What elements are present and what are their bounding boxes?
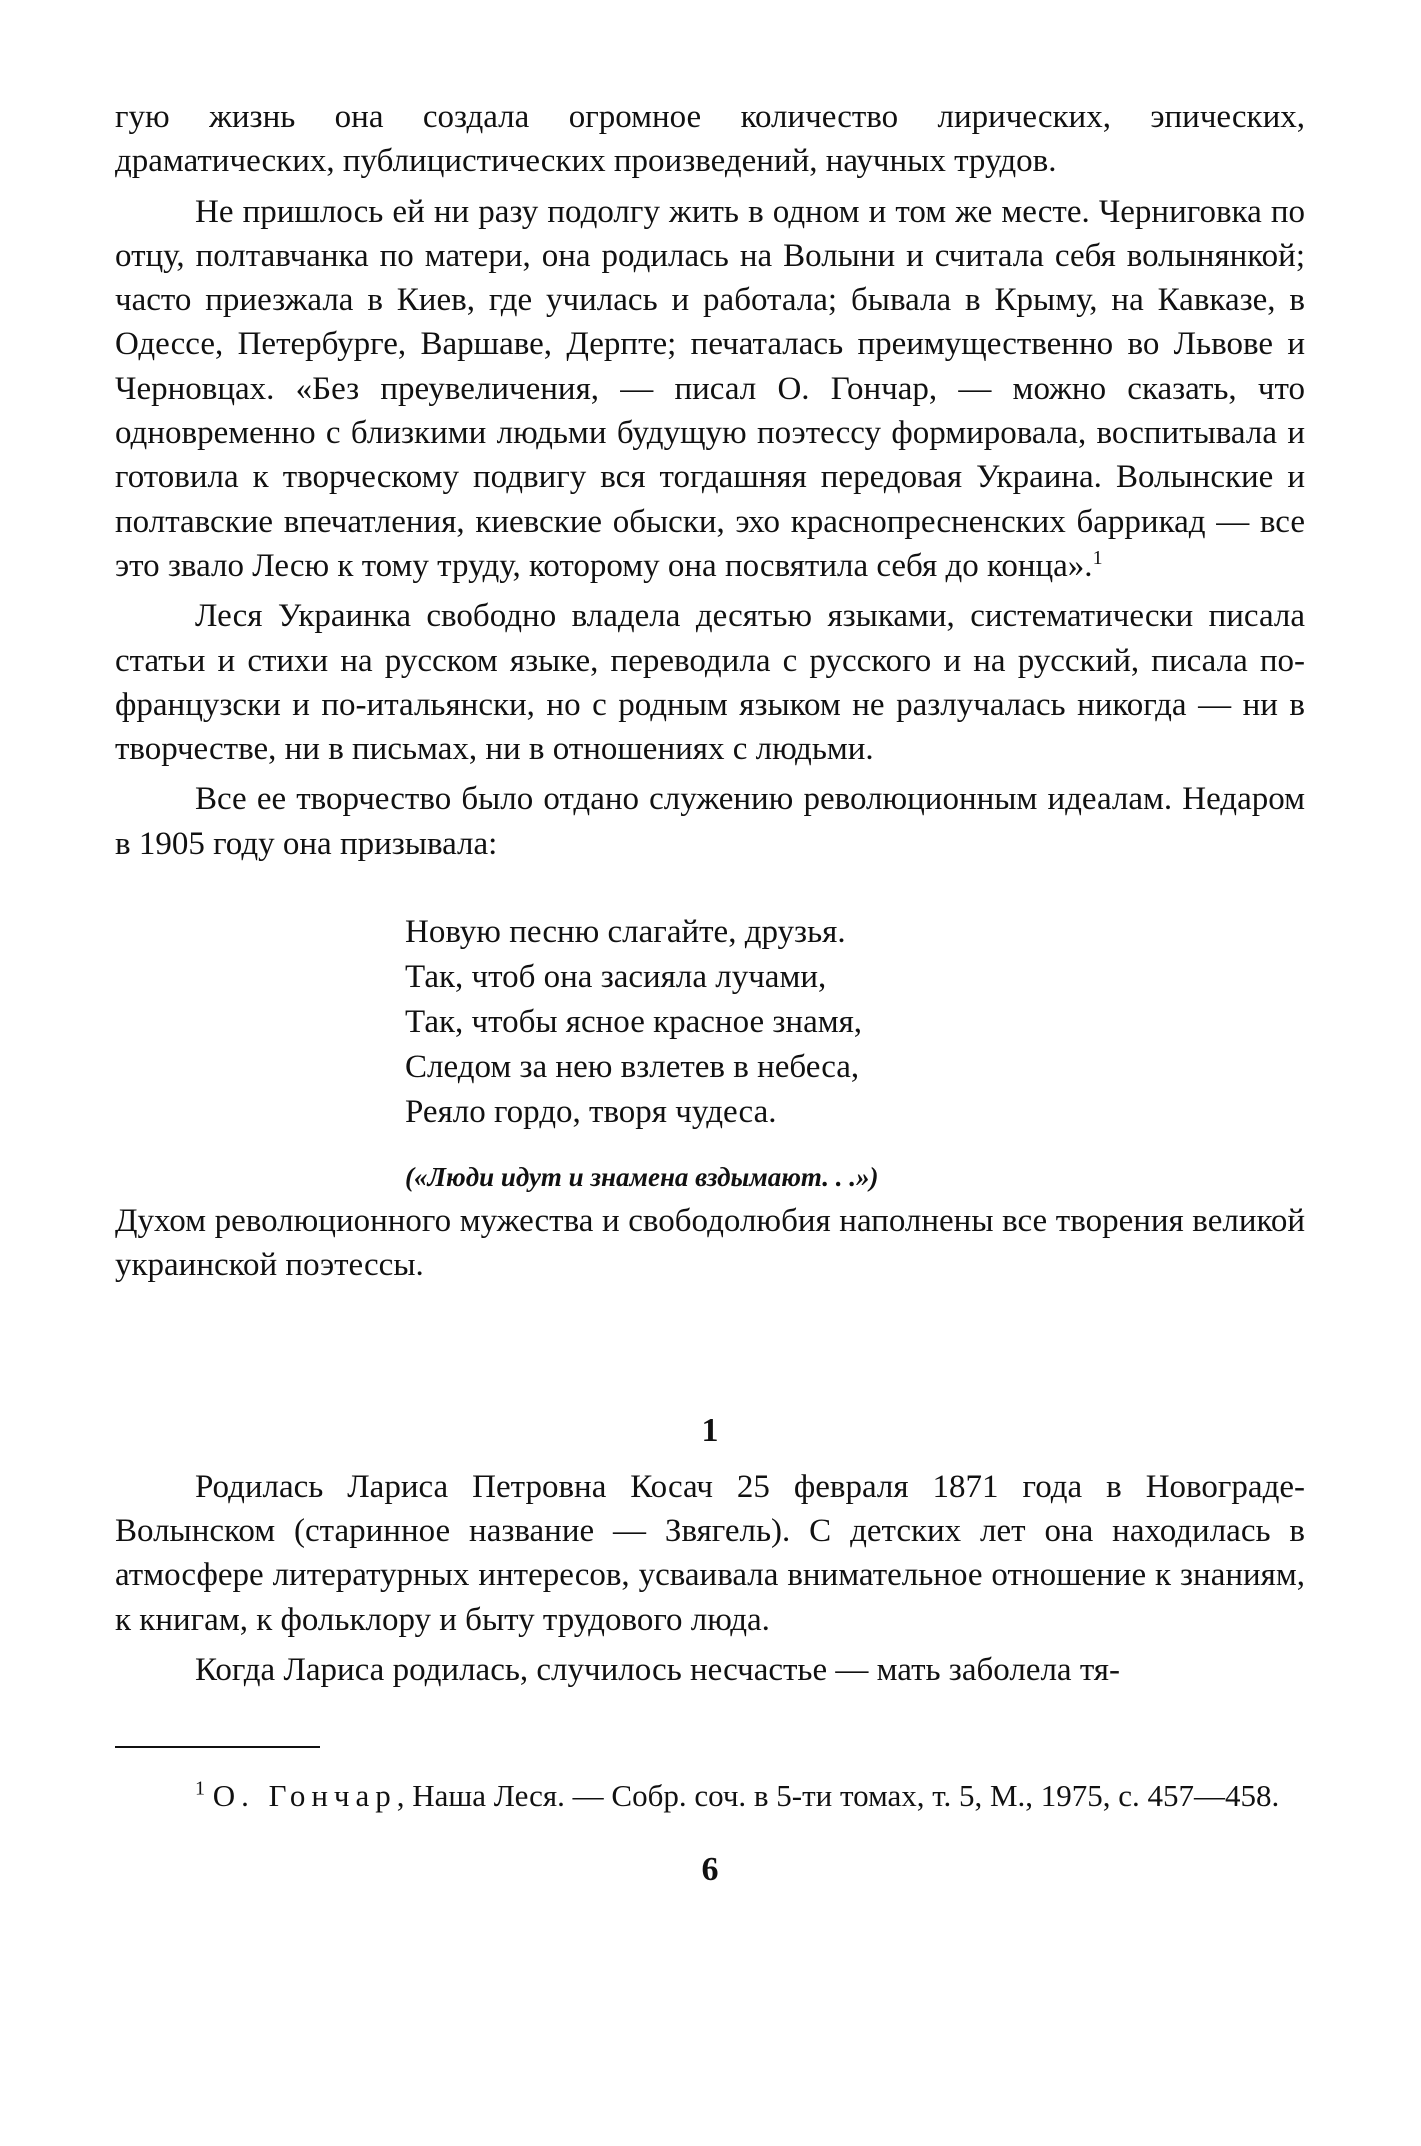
footnote-reference[interactable]: 1 <box>1092 546 1103 569</box>
poem-source: («Люди идут и знамена вздымают. . .») <box>405 1162 879 1193</box>
page-number: 6 <box>701 1851 719 1889</box>
poem-line: Новую песню слагайте, друзья. <box>405 914 846 951</box>
paragraph-revolutionary-ideals: Все ее творчество было отдано служению революционным идеалам. Недаром в 1905 году она призывала: <box>115 781 1305 862</box>
footnote <box>115 1774 1305 1817</box>
paragraph-biography-text: Не пришлось ей ни разу подолгу жить в одном и том же месте. Черниговка по отцу, полтавчанка по матери, она родилась на Волыни и считала себя волынянкой; часто приезжала в Киев, где училась и работала; бывала в Крыму, на Кавказе, в Одессе, Петербурге, Варшаве, Дерпте; печаталась преимущественно во Львове и Черновцах. «Без преувеличения, — писал О. Гончар, — можно сказать, что одновременно с близкими людьми будущую поэтессу формировала, воспитывала и готовила к творческому подвигу вся тогдашняя передовая Украина. Волынские и полтавские впечатления, киевские обыски, эхо краснопресненских баррикад — все это звало Лесю к тому труду, которому она посвятила себя до конца». <box>115 193 1305 584</box>
poem-line: Так, чтоб она засияла лучами, <box>405 959 827 996</box>
poem-line: Так, чтобы ясное красное знамя, <box>405 1004 863 1041</box>
page-body <box>115 95 1305 1895</box>
poem-quote <box>405 910 1305 1135</box>
paragraph-mother-illness: Когда Лариса родилась, случилось несчастье — мать заболела тя- <box>195 1651 1120 1688</box>
poem-line: Следом за нею взлетев в небеса, <box>405 1049 860 1086</box>
paragraph-biography <box>115 190 1305 589</box>
section-number: 1 <box>701 1411 719 1449</box>
paragraph-languages: Леся Украинка свободно владела десятью языками, систематически писала статьи и стихи на русском языке, переводила с русского и на русский, писала по-французски и по-итальянски, но с родным языком не разлучалась никогда — ни в творчестве, ни в письмах, ни в отношениях с людьми. <box>115 598 1305 768</box>
footnote-author: О. Гончар <box>212 1778 397 1814</box>
footnote-text: , Наша Леся. — Собр. соч. в 5-ти томах, т. 5, М., 1975, с. 457—458. <box>396 1778 1280 1814</box>
footnote-mark: 1 <box>195 1777 205 1800</box>
paragraph-intro-continuation: гую жизнь она создала огромное количество лирических, эпических, драматических, публицистических произведений, научных трудов. <box>115 99 1305 180</box>
paragraph-after-poem: Духом революционного мужества и свободолюбия наполнены все творения великой украинской поэтессы. <box>115 1203 1305 1284</box>
poem-line: Реяло гордо, творя чудеса. <box>405 1094 777 1131</box>
paragraph-birth: Родилась Лариса Петровна Косач 25 февраля 1871 года в Новограде-Волынском (старинное название — Звягель). С детских лет она находилась в атмосфере литературных интересов, усваивала внимательное отношение к знаниям, к книгам, к фольклору и быту трудового люда. <box>115 1468 1305 1638</box>
footnote-divider <box>115 1746 320 1748</box>
